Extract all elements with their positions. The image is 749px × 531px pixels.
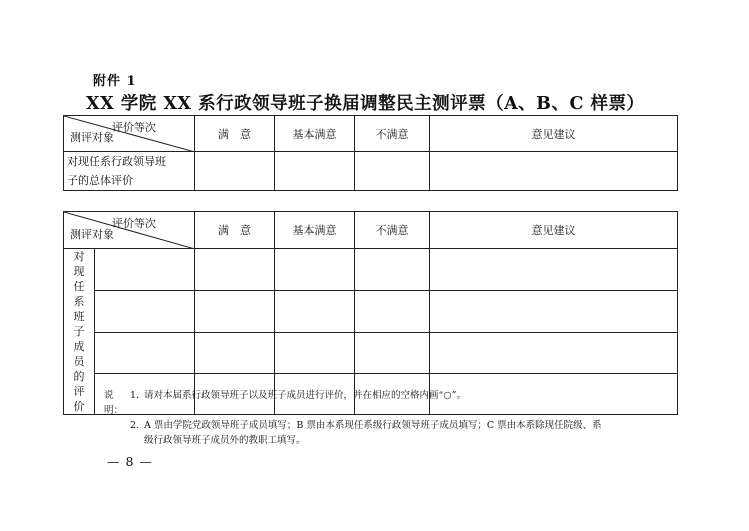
col-header-suggestions: 意见建议: [430, 212, 678, 249]
row-label-char: 评: [73, 385, 85, 398]
row-label-members: [64, 249, 95, 415]
row-label-char: 子: [73, 325, 85, 338]
answer-cell-suggestions[interactable]: [430, 332, 678, 374]
member-name-cell[interactable]: [95, 249, 195, 291]
col-header-basically-satisfied: 基本满意: [275, 116, 355, 152]
row-label-char: 现: [73, 265, 85, 278]
answer-cell-basically-satisfied[interactable]: [275, 249, 355, 291]
answer-cell-basically-satisfied[interactable]: [275, 290, 355, 332]
row-label-overall: [64, 152, 195, 191]
row-label-char: 员: [73, 355, 85, 368]
answer-cell-basically-satisfied[interactable]: [275, 332, 355, 374]
row-label-line: 子的总体评价: [67, 174, 133, 187]
diag-header-grade: 评价等次: [112, 121, 156, 134]
answer-cell-satisfied[interactable]: [195, 249, 275, 291]
answer-cell-unsatisfied[interactable]: [355, 249, 430, 291]
evaluation-table-overall: [63, 115, 678, 191]
notes-label: 说明：: [104, 390, 124, 416]
diag-header-object: 测评对象: [70, 228, 114, 241]
diagonal-header-cell: [64, 212, 195, 249]
note-text: 级行政领导班子成员外的教职工填写。: [144, 435, 306, 446]
diag-header-grade: 评价等次: [112, 217, 156, 230]
answer-cell-satisfied[interactable]: [195, 290, 275, 332]
row-label-char: 的: [73, 370, 85, 383]
answer-cell-unsatisfied[interactable]: [355, 332, 430, 374]
answer-cell-satisfied[interactable]: [195, 332, 275, 374]
answer-cell-unsatisfied[interactable]: [355, 152, 430, 191]
row-label-char: 班: [73, 310, 85, 323]
col-header-satisfied: 满 意: [195, 212, 275, 249]
row-label-line: 对现任系行政领导班: [67, 155, 166, 168]
note-number: 2.: [130, 420, 140, 431]
diag-header-object: 测评对象: [70, 131, 114, 144]
col-header-unsatisfied: 不满意: [355, 116, 430, 152]
member-name-cell[interactable]: [95, 332, 195, 374]
page-number: — 8 —: [107, 454, 153, 469]
note-number: 1.: [130, 390, 140, 401]
col-header-satisfied: 满 意: [195, 116, 275, 152]
member-name-cell[interactable]: [95, 290, 195, 332]
diagonal-header-cell: [64, 116, 195, 152]
row-label-char: 对: [73, 250, 85, 263]
row-label-char: 成: [73, 340, 85, 353]
answer-cell-suggestions[interactable]: [430, 249, 678, 291]
answer-cell-satisfied[interactable]: [195, 152, 275, 191]
row-label-char: 系: [73, 295, 85, 308]
row-label-char: 价: [73, 400, 85, 413]
answer-cell-basically-satisfied[interactable]: [275, 152, 355, 191]
answer-cell-suggestions[interactable]: [430, 290, 678, 332]
col-header-suggestions: 意见建议: [430, 116, 678, 152]
page-title: XX 学院 XX 系行政领导班子换届调整民主测评票（A、B、C 样票）: [86, 94, 645, 114]
answer-cell-suggestions[interactable]: [430, 152, 678, 191]
annex-label: 附件 1: [93, 74, 137, 89]
note-text: A 票由学院党政领导班子成员填写；B 票由本系现任系级行政领导班子成员填写；C 票由本系除现任院级、系: [144, 420, 602, 431]
evaluation-table-members: [63, 211, 678, 415]
col-header-basically-satisfied: 基本满意: [275, 212, 355, 249]
col-header-unsatisfied: 不满意: [355, 212, 430, 249]
note-text: 请对本届系行政领导班子以及班子成员进行评价，并在相应的空格内画“○”。: [144, 390, 467, 401]
notes: [104, 388, 602, 448]
answer-cell-unsatisfied[interactable]: [355, 290, 430, 332]
row-label-char: 任: [73, 280, 85, 293]
